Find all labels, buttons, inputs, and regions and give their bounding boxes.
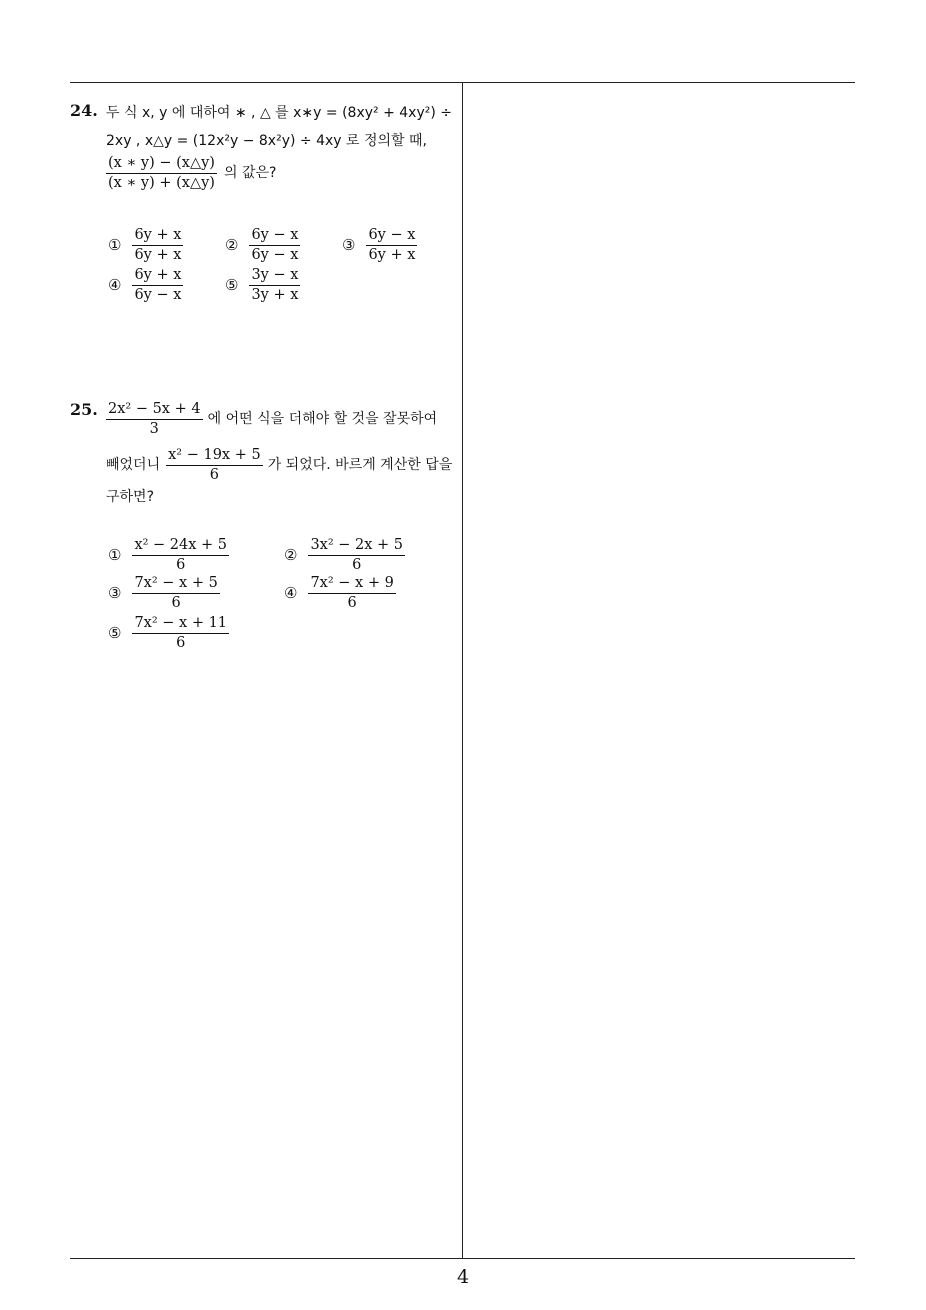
fraction-numerator: (x ∗ y) − (x△y) <box>106 156 217 174</box>
fraction-denominator: 6 <box>176 556 186 573</box>
choice-fraction <box>308 576 395 610</box>
fraction-numerator: 7x² − x + 5 <box>132 576 219 594</box>
choice-fraction <box>132 538 229 572</box>
choice-1[interactable] <box>108 538 232 572</box>
fraction-numerator: 6y − x <box>249 228 300 246</box>
fraction-numerator: 6y − x <box>366 228 417 246</box>
footer-rule <box>70 1258 855 1259</box>
fraction-denominator: 3 <box>149 420 159 437</box>
fraction-numerator: 7x² − x + 11 <box>132 616 229 634</box>
choice-mark: ① <box>108 545 122 564</box>
fraction-denominator: 6 <box>176 634 186 651</box>
line-prefix: 빼었더니 <box>106 457 161 473</box>
choice-mark: ⑤ <box>225 275 239 294</box>
fraction-denominator: 6 <box>171 594 181 611</box>
wrong-result-fraction <box>166 448 263 482</box>
fraction-numerator: x² − 24x + 5 <box>132 538 229 556</box>
question-suffix: 의 값은? <box>223 165 277 181</box>
problem-number: 24. <box>70 101 98 120</box>
choice-mark: ④ <box>284 583 298 602</box>
choice-fraction <box>308 538 405 572</box>
choice-fraction <box>132 616 229 650</box>
problem-25 <box>70 0 458 670</box>
problem-text-line <box>106 448 452 482</box>
problem-text-line <box>106 402 437 436</box>
problem-number: 25. <box>70 400 98 419</box>
choice-mark: ② <box>284 545 298 564</box>
line-suffix: 에 어떤 식을 더해야 할 것을 잘못하여 <box>207 411 438 427</box>
line-suffix: 가 되었다. 바르게 계산한 답을 <box>267 457 453 473</box>
choice-3[interactable] <box>108 576 223 610</box>
fraction-denominator: 6 <box>352 556 362 573</box>
problem-text-line: 구하면? <box>106 489 155 505</box>
choice-mark: ② <box>225 235 239 254</box>
column-divider <box>462 83 463 1258</box>
choice-4[interactable] <box>284 576 399 610</box>
page-number: 4 <box>456 1266 470 1288</box>
choice-fraction <box>132 576 219 610</box>
choice-mark: ③ <box>108 583 122 602</box>
fraction-denominator: 6y − x <box>251 246 299 263</box>
fraction-numerator: 6y + x <box>132 268 183 286</box>
fraction-numerator: x² − 19x + 5 <box>166 448 263 466</box>
fraction-numerator: 3y − x <box>249 268 300 286</box>
choice-mark: ④ <box>108 275 122 294</box>
choice-mark: ① <box>108 235 122 254</box>
fraction-numerator: 2x² − 5x + 4 <box>106 402 203 420</box>
fraction-denominator: 6 <box>209 466 220 483</box>
fraction-denominator: 6y − x <box>134 286 182 303</box>
fraction-denominator: (x ∗ y) + (x△y) <box>108 174 215 191</box>
fraction-denominator: 3y + x <box>251 286 299 303</box>
fraction-denominator: 6 <box>347 594 357 611</box>
fraction-numerator: 6y + x <box>132 228 183 246</box>
choice-5[interactable] <box>108 616 232 650</box>
fraction-numerator: 7x² − x + 9 <box>308 576 395 594</box>
fraction-numerator: 3x² − 2x + 5 <box>308 538 405 556</box>
choice-mark: ③ <box>342 235 356 254</box>
choice-2[interactable] <box>284 538 408 572</box>
problem-text-line: 두 식 x, y 에 대하여 ∗ , △ 를 x∗y = (8xy² + 4xy²) ÷ <box>106 105 452 121</box>
fraction-denominator: 6y + x <box>368 246 416 263</box>
fraction-denominator: 6y + x <box>134 246 182 263</box>
choice-mark: ⑤ <box>108 623 122 642</box>
problem-text-line: 2xy , x△y = (12x²y − 8x²y) ÷ 4xy 로 정의할 때, <box>106 133 427 149</box>
given-fraction <box>106 402 203 436</box>
